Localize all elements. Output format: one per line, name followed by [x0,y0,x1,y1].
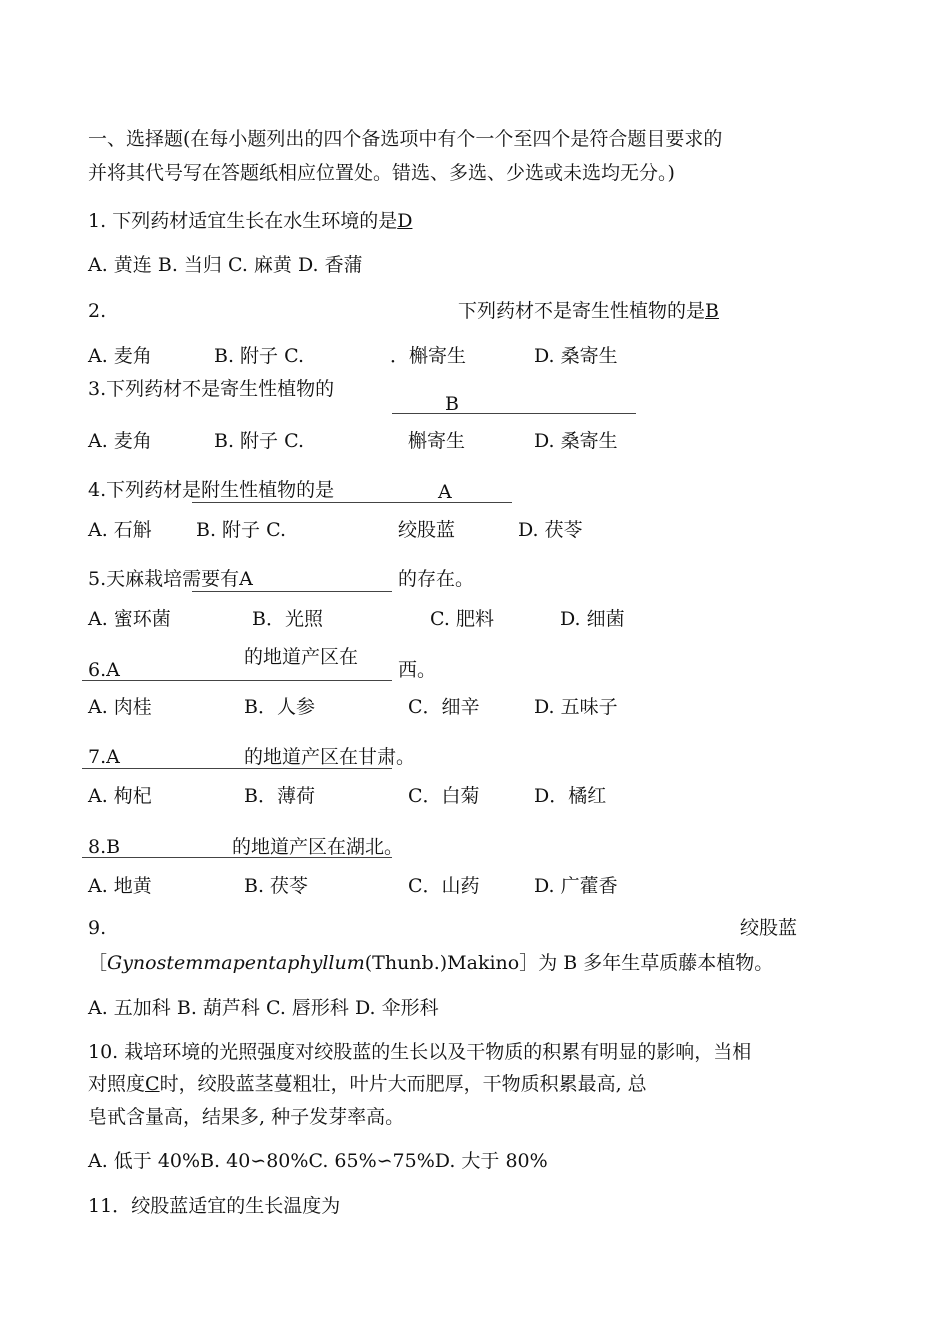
question-stem: 天麻栽培需要有 [106,568,240,590]
question-5 [88,568,253,591]
option-a: A. 低于 40% [88,1150,201,1172]
answer: D [397,210,413,232]
question-6-stem-end: 西。 [398,659,437,681]
question-5-stem-end: 的存在。 [398,568,475,590]
question-7 [88,746,120,769]
question-6-option-c: C．细辛 [408,696,480,718]
question-11 [88,1195,340,1218]
question-6-option-b: B．人参 [244,696,315,718]
question-7-option-d: D．橘红 [534,785,607,807]
question-3-option-a: A. 麦角 [88,430,152,452]
question-stem: 下列药材适宜生长在水生环境的是 [112,210,398,232]
question-4 [88,479,334,502]
question-number: 10. [88,1041,119,1063]
question-number: 3. [88,378,107,400]
question-stem: 绞股蓝适宜的生长温度为 [131,1195,341,1217]
question-6-option-d: D. 五味子 [534,696,618,718]
question-5-answer-blank [192,591,392,592]
option-a: A. 五加科 [88,997,171,1019]
question-7-option-a: A. 枸杞 [88,785,152,807]
question-8-answer-blank [82,857,392,858]
option-d: D. 香蒲 [297,254,363,276]
question-3-option-c: 槲寄生 [408,430,466,452]
question-5-option-b: B．光照 [252,608,323,630]
question-4-option-c: 绞股蓝 [398,519,456,541]
question-10-line-1 [88,1041,751,1064]
question-4-option-d: D. 茯苓 [518,519,583,541]
question-2-option-a: A. 麦角 [88,345,152,367]
question-6-stem: 的地道产区在 [244,646,359,668]
stem-after: 时，绞股蓝茎蔓粗壮，叶片大而肥厚，干物质积累最高, 总 [159,1073,647,1095]
question-7-stem: 的地道产区在甘肃。 [244,746,416,768]
section-instructions-line-1: 一、选择题(在每小题列出的四个备选项中有个一个至四个是符合题目要求的 [88,128,723,150]
answer: A [106,746,120,768]
option-b: B. 40∽80% [200,1150,309,1172]
option-b: B. 当归 [157,254,222,276]
question-10-line-2 [88,1073,647,1096]
answer: C [145,1073,160,1095]
option-d: D. 伞形科 [354,997,439,1019]
option-c: C. 麻黄 [227,254,292,276]
question-3 [88,378,334,401]
bracket-open: ［ [88,952,108,974]
question-3-option-b: B. 附子 C. [214,430,304,452]
question-8-option-a: A. 地黄 [88,875,152,897]
question-7-answer-blank [82,768,392,769]
question-4-option-a: A. 石斛 [88,519,152,541]
question-4-answer: A [438,481,452,503]
option-c: C. 65%∽75% [308,1150,435,1172]
question-9-number: 9. [88,917,107,939]
question-number: 1. [88,210,107,232]
question-4-answer-blank [192,502,512,503]
bracket-close: ］为 [519,952,558,974]
section-instructions-line-2: 并将其代号写在答题纸相应位置处。错选、多选、少选或未选均无分。) [88,162,675,184]
question-9-head: 绞股蓝 [740,917,798,939]
option-d: D. 大于 80% [434,1150,548,1172]
latin-name: Gynostemmapentaphyllum [107,952,365,974]
question-8-option-c: C．山药 [408,875,480,897]
question-3-answer-blank [392,413,636,414]
question-8 [88,836,120,859]
stem-before: 对照度 [88,1073,146,1095]
question-stem: 下列药材是附生性植物的是 [106,479,335,501]
question-number: 5. [88,568,107,590]
question-3-answer: B [445,393,459,415]
option-b: B. 葫芦科 [176,997,260,1019]
question-number: 6. [88,659,107,681]
question-2-option-b: B. 附子 C. [214,345,304,367]
question-number: 4. [88,479,107,501]
question-5-option-d: D. 细菌 [560,608,625,630]
question-stem: 下列药材不是寄生性植物的 [106,378,335,400]
question-2-stem [458,300,719,323]
question-6-option-a: A. 肉桂 [88,696,152,718]
question-3-option-d: D. 桑寄生 [534,430,618,452]
question-7-option-c: C．白菊 [408,785,480,807]
answer: B [705,300,719,322]
question-2-number: 2. [88,300,107,322]
question-9-options [88,997,439,1020]
question-stem: 下列药材不是寄生性植物的是 [458,300,706,322]
question-8-option-b: B. 茯苓 [244,875,309,897]
question-number: 8. [88,836,107,858]
question-number: 11． [88,1195,132,1217]
answer: B [563,952,578,974]
question-2-option-d: D. 桑寄生 [534,345,618,367]
question-6-answer-blank [82,680,392,681]
question-1 [88,210,412,233]
answer: A [106,659,120,681]
answer: B [106,836,121,858]
question-5-option-a: A. 蜜环菌 [88,608,171,630]
question-2-option-c: ．槲寄生 [390,345,467,367]
question-1-options [88,254,363,277]
question-8-option-d: D. 广藿香 [534,875,618,897]
question-4-option-b: B. 附子 C. [196,519,286,541]
question-10-options [88,1150,548,1173]
question-9-stem [88,952,773,975]
answer: A [239,568,253,590]
question-8-stem: 的地道产区在湖北。 [232,836,404,858]
option-c: C. 唇形科 [265,997,349,1019]
authority: (Thunb.)Makino [364,952,520,974]
question-stem: 栽培环境的光照强度对绞股蓝的生长以及干物质的积累有明显的影响，当相 [124,1041,752,1063]
question-7-option-b: B．薄荷 [244,785,315,807]
question-5-option-c: C. 肥料 [430,608,494,630]
question-6 [88,659,120,682]
option-a: A. 黄连 [88,254,152,276]
stem-end: 多年生草质藤本植物。 [583,952,774,974]
question-10-line-3: 皂甙含量高，结果多, 种子发芽率高。 [88,1106,405,1128]
question-number: 7. [88,746,107,768]
